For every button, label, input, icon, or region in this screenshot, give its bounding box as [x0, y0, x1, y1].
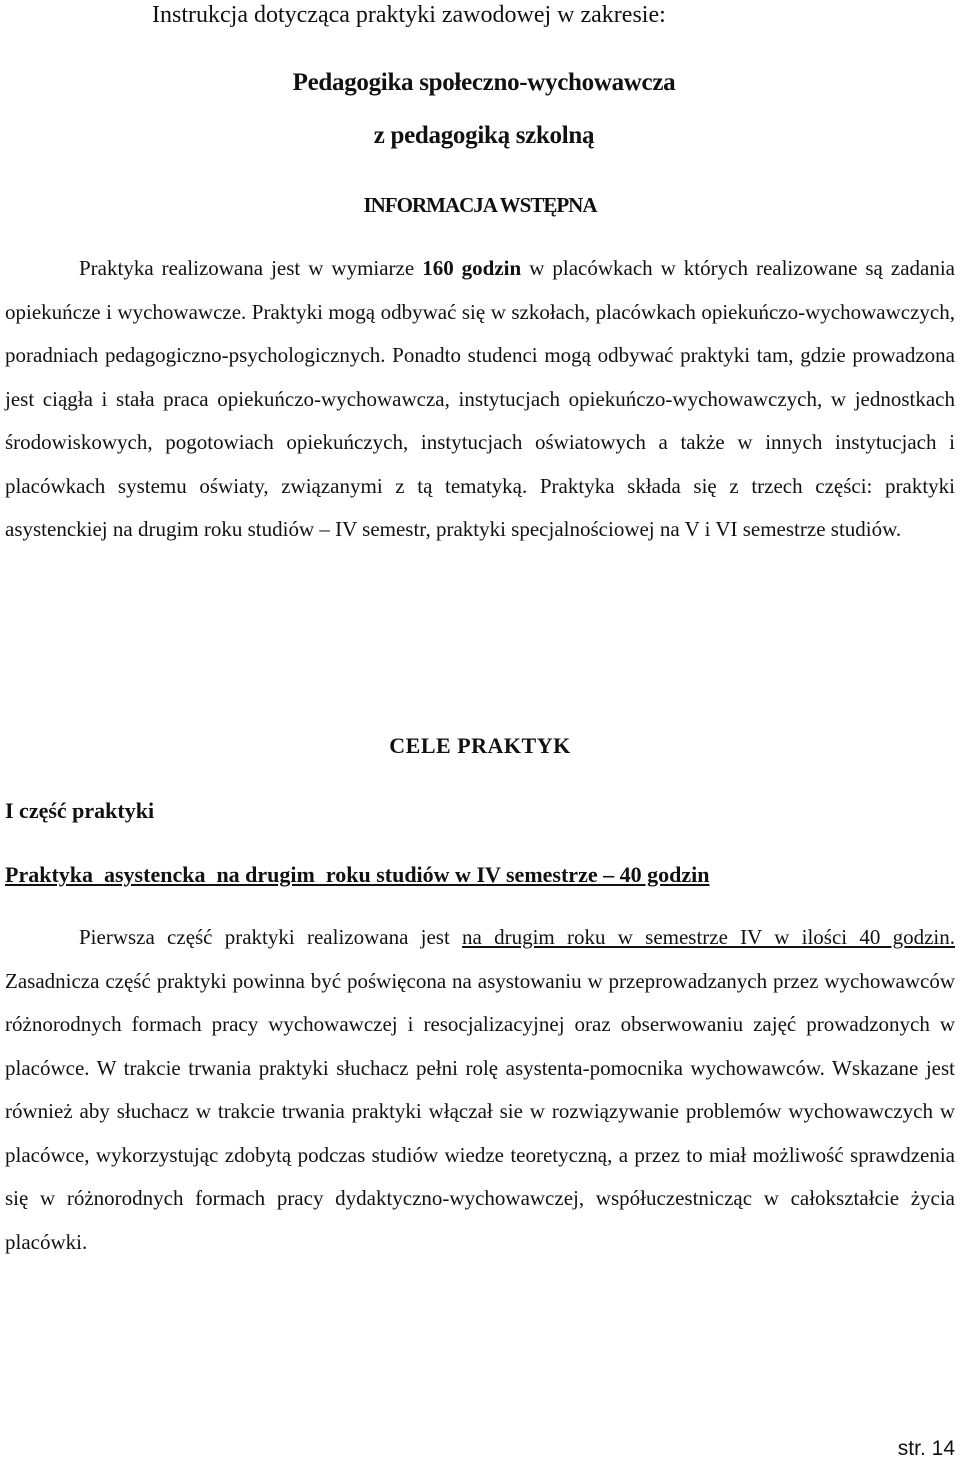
assistant-practice-title: Praktyka asystencka na drugim roku studiów w IV semestrze – 40 godzin — [5, 862, 710, 887]
intro-text-start: Praktyka realizowana jest w wymiarze — [79, 256, 423, 280]
intro-hours-bold: 160 godzin — [422, 256, 522, 280]
part-one-paragraph — [5, 916, 955, 1264]
part-one-text-start: Pierwsza część praktyki realizowana jest — [79, 925, 463, 949]
intro-text-rest: w placówkach w których realizowane są zadania opiekuńcze i wychowawcze. Praktyki mogą odbywać się w szkołach, placówkach opiekuńczo-wychowawczych, poradniach pedagogiczno-psychologicznych. Ponadto studenci mogą odbywać praktyki tam, gdzie prowadzona jest ciągła i stała praca opiekuńczo-wychowawcza, instytucjach opiekuńczo-wychowawczych, w jednostkach środowiskowych, pogotowiach opiekuńczych, instytucjach oświatowych a także w innych instytucjach i placówkach systemu oświaty, związanymi z tą tematyką. Praktyka składa się z trzech części: praktyki asystenckiej na drugim roku studiów – IV semestr, praktyki specjalnościowej na V i VI semestrze studiów. — [5, 256, 955, 541]
intro-heading: INFORMACJA WSTĘPNA — [363, 193, 597, 217]
part-one-text-rest: Zasadnicza część praktyki powinna być poświęcona na asystowaniu w przeprowadzanych przez wychowawców różnorodnych formach pracy wychowawczej i resocjalizacyjnej oraz obserwowaniu zajęć prowadzonych w placówce. W trakcie trwania praktyki słuchacz pełni rolę asystenta-pomocnika wychowawców. Wskazane jest również aby słuchacz w trakcie trwania praktyki włączał sie w rozwiązywanie problemów wychowawczych w placówce, wykorzystując zdobytą podczas studiów wiedze teoretyczną, a przez to miał możliwość sprawdzenia się w różnorodnych formach pracy dydaktyczno-wychowawczej, współuczestnicząc w całokształcie życia placówki. — [5, 968, 955, 1254]
part-one-underlined-text: na drugim roku w semestrze IV w ilości 40 godzin. — [462, 925, 955, 949]
goals-heading: CELE PRAKTYK — [389, 733, 571, 758]
document-header: Instrukcja dotycząca praktyki zawodowej w zakresie: — [152, 2, 666, 28]
document-title-line-1: Pedagogika społeczno-wychowawcza — [292, 69, 676, 96]
document-title-line-2: z pedagogiką szkolną — [373, 122, 595, 149]
intro-paragraph — [5, 247, 955, 552]
page-number: str. 14 — [897, 1437, 955, 1460]
part-one-title: I część praktyki — [5, 798, 155, 823]
